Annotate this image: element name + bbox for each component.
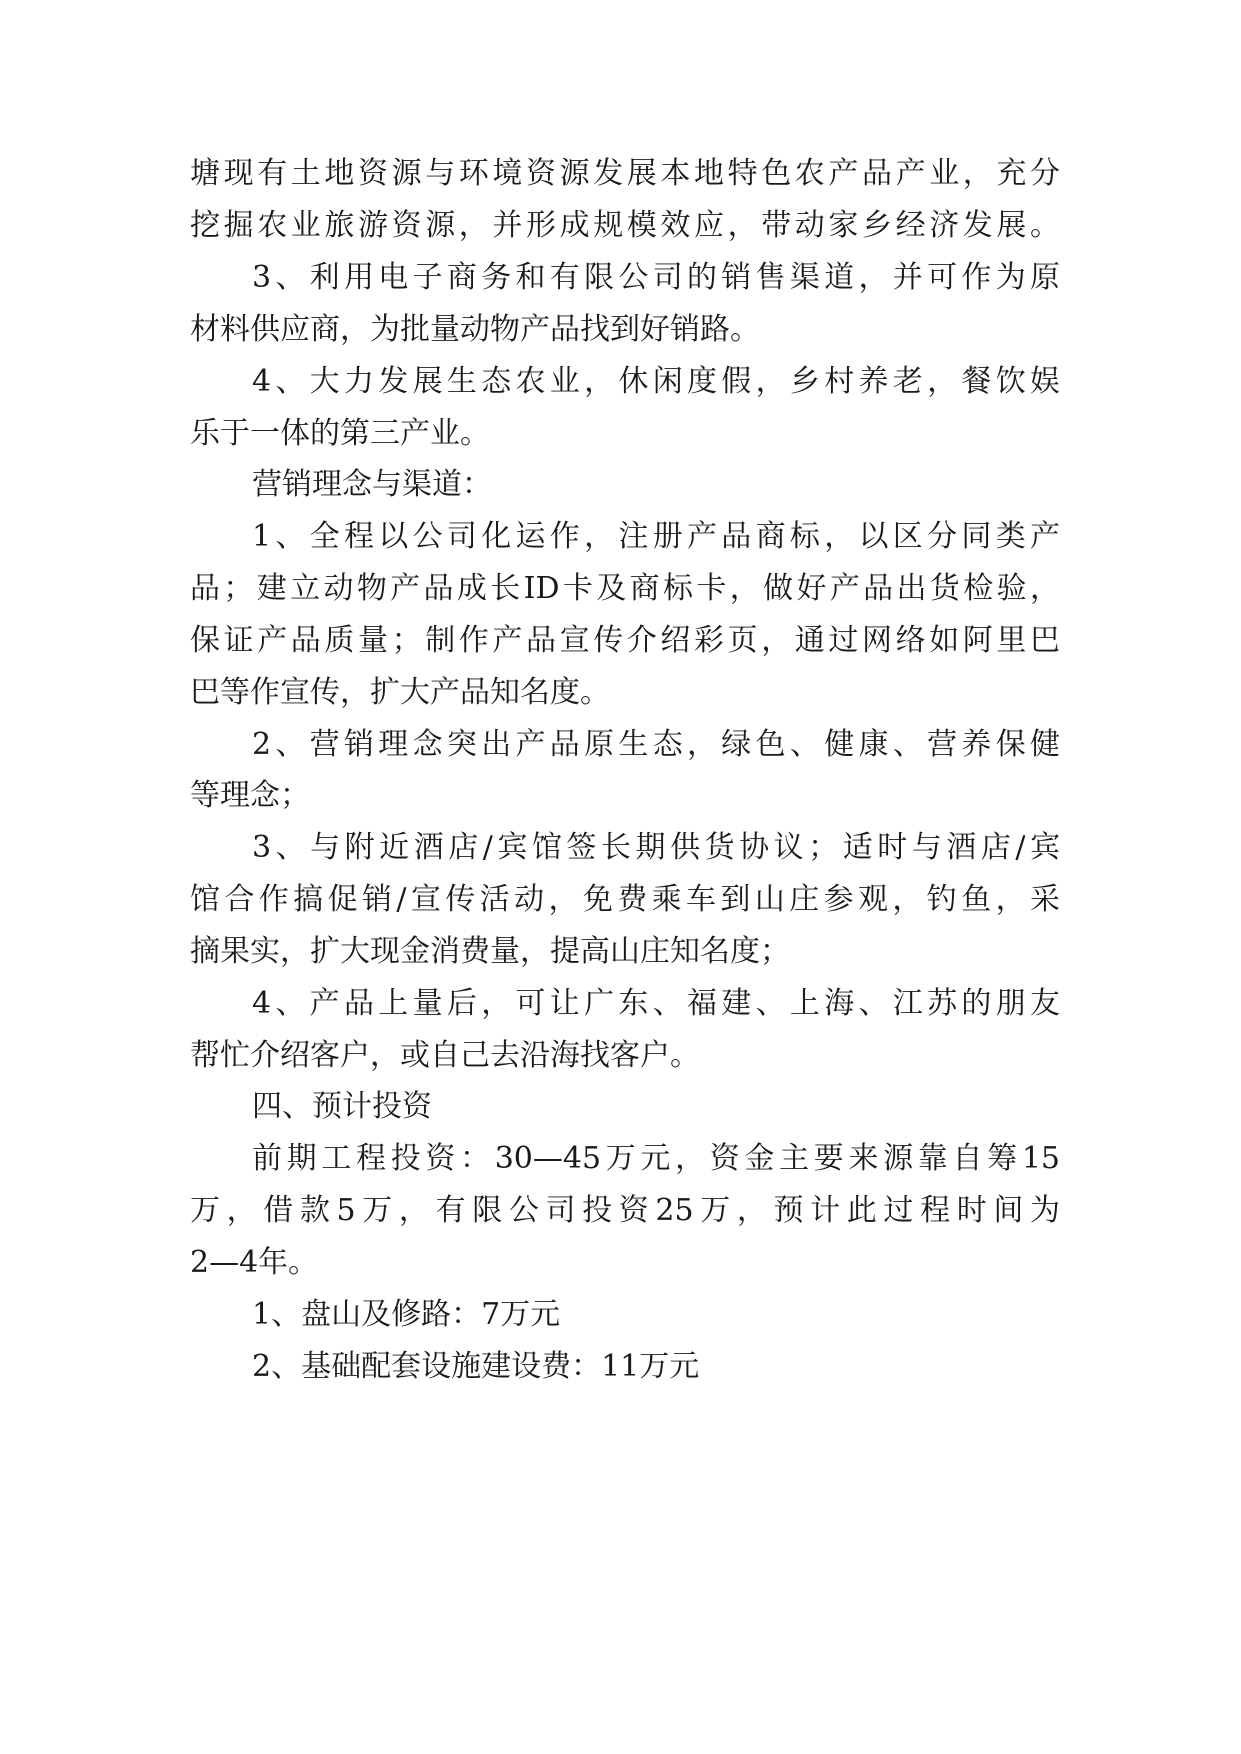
text-line: 4、大力发展生态农业，休闲度假，乡村养老，餐饮娱 <box>252 364 1060 399</box>
text-line: 塘现有土地资源与环境资源发展本地特色农产品产业，充分 <box>190 156 1060 191</box>
section-heading: 营销理念与渠道： <box>252 467 492 502</box>
text-line: 摘果实，扩大现金消费量，提高山庄知名度； <box>190 934 790 969</box>
text-line: 前期工程投资：30—45万元，资金主要来源靠自筹15 <box>252 1141 1060 1176</box>
text-line: 乐于一体的第三产业。 <box>190 416 490 451</box>
text-line: 品；建立动物产品成长ID卡及商标卡，做好产品出货检验， <box>190 571 1060 606</box>
text-line: 3、利用电子商务和有限公司的销售渠道，并可作为原 <box>252 260 1060 295</box>
text-line: 保证产品质量；制作产品宣传介绍彩页，通过网络如阿里巴 <box>190 623 1060 658</box>
text-line: 万，借款5万，有限公司投资25万，预计此过程时间为 <box>190 1193 1060 1228</box>
text-line: 4、产品上量后，可让广东、福建、上海、江苏的朋友 <box>252 986 1060 1021</box>
text-line: 2—4年。 <box>190 1245 319 1280</box>
text-line: 材料供应商，为批量动物产品找到好销路。 <box>190 312 760 347</box>
text-line: 2、营销理念突出产品原生态，绿色、健康、营养保健 <box>252 727 1060 762</box>
text-line: 帮忙介绍客户，或自己去沿海找客户。 <box>190 1038 700 1073</box>
text-line: 等理念； <box>190 778 310 813</box>
text-line: 挖掘农业旅游资源，并形成规模效应，带动家乡经济发展。 <box>190 208 1060 243</box>
list-item: 2、基础配套设施建设费：11万元 <box>252 1349 700 1384</box>
section-heading: 四、预计投资 <box>252 1089 432 1124</box>
text-line: 3、与附近酒店/宾馆签长期供货协议；适时与酒店/宾 <box>252 830 1060 865</box>
text-line: 巴等作宣传，扩大产品知名度。 <box>190 675 610 710</box>
text-line: 馆合作搞促销/宣传活动，免费乘车到山庄参观，钓鱼，采 <box>190 882 1060 917</box>
text-line: 1、全程以公司化运作，注册产品商标，以区分同类产 <box>252 519 1060 554</box>
list-item: 1、盘山及修路：7万元 <box>252 1297 561 1332</box>
